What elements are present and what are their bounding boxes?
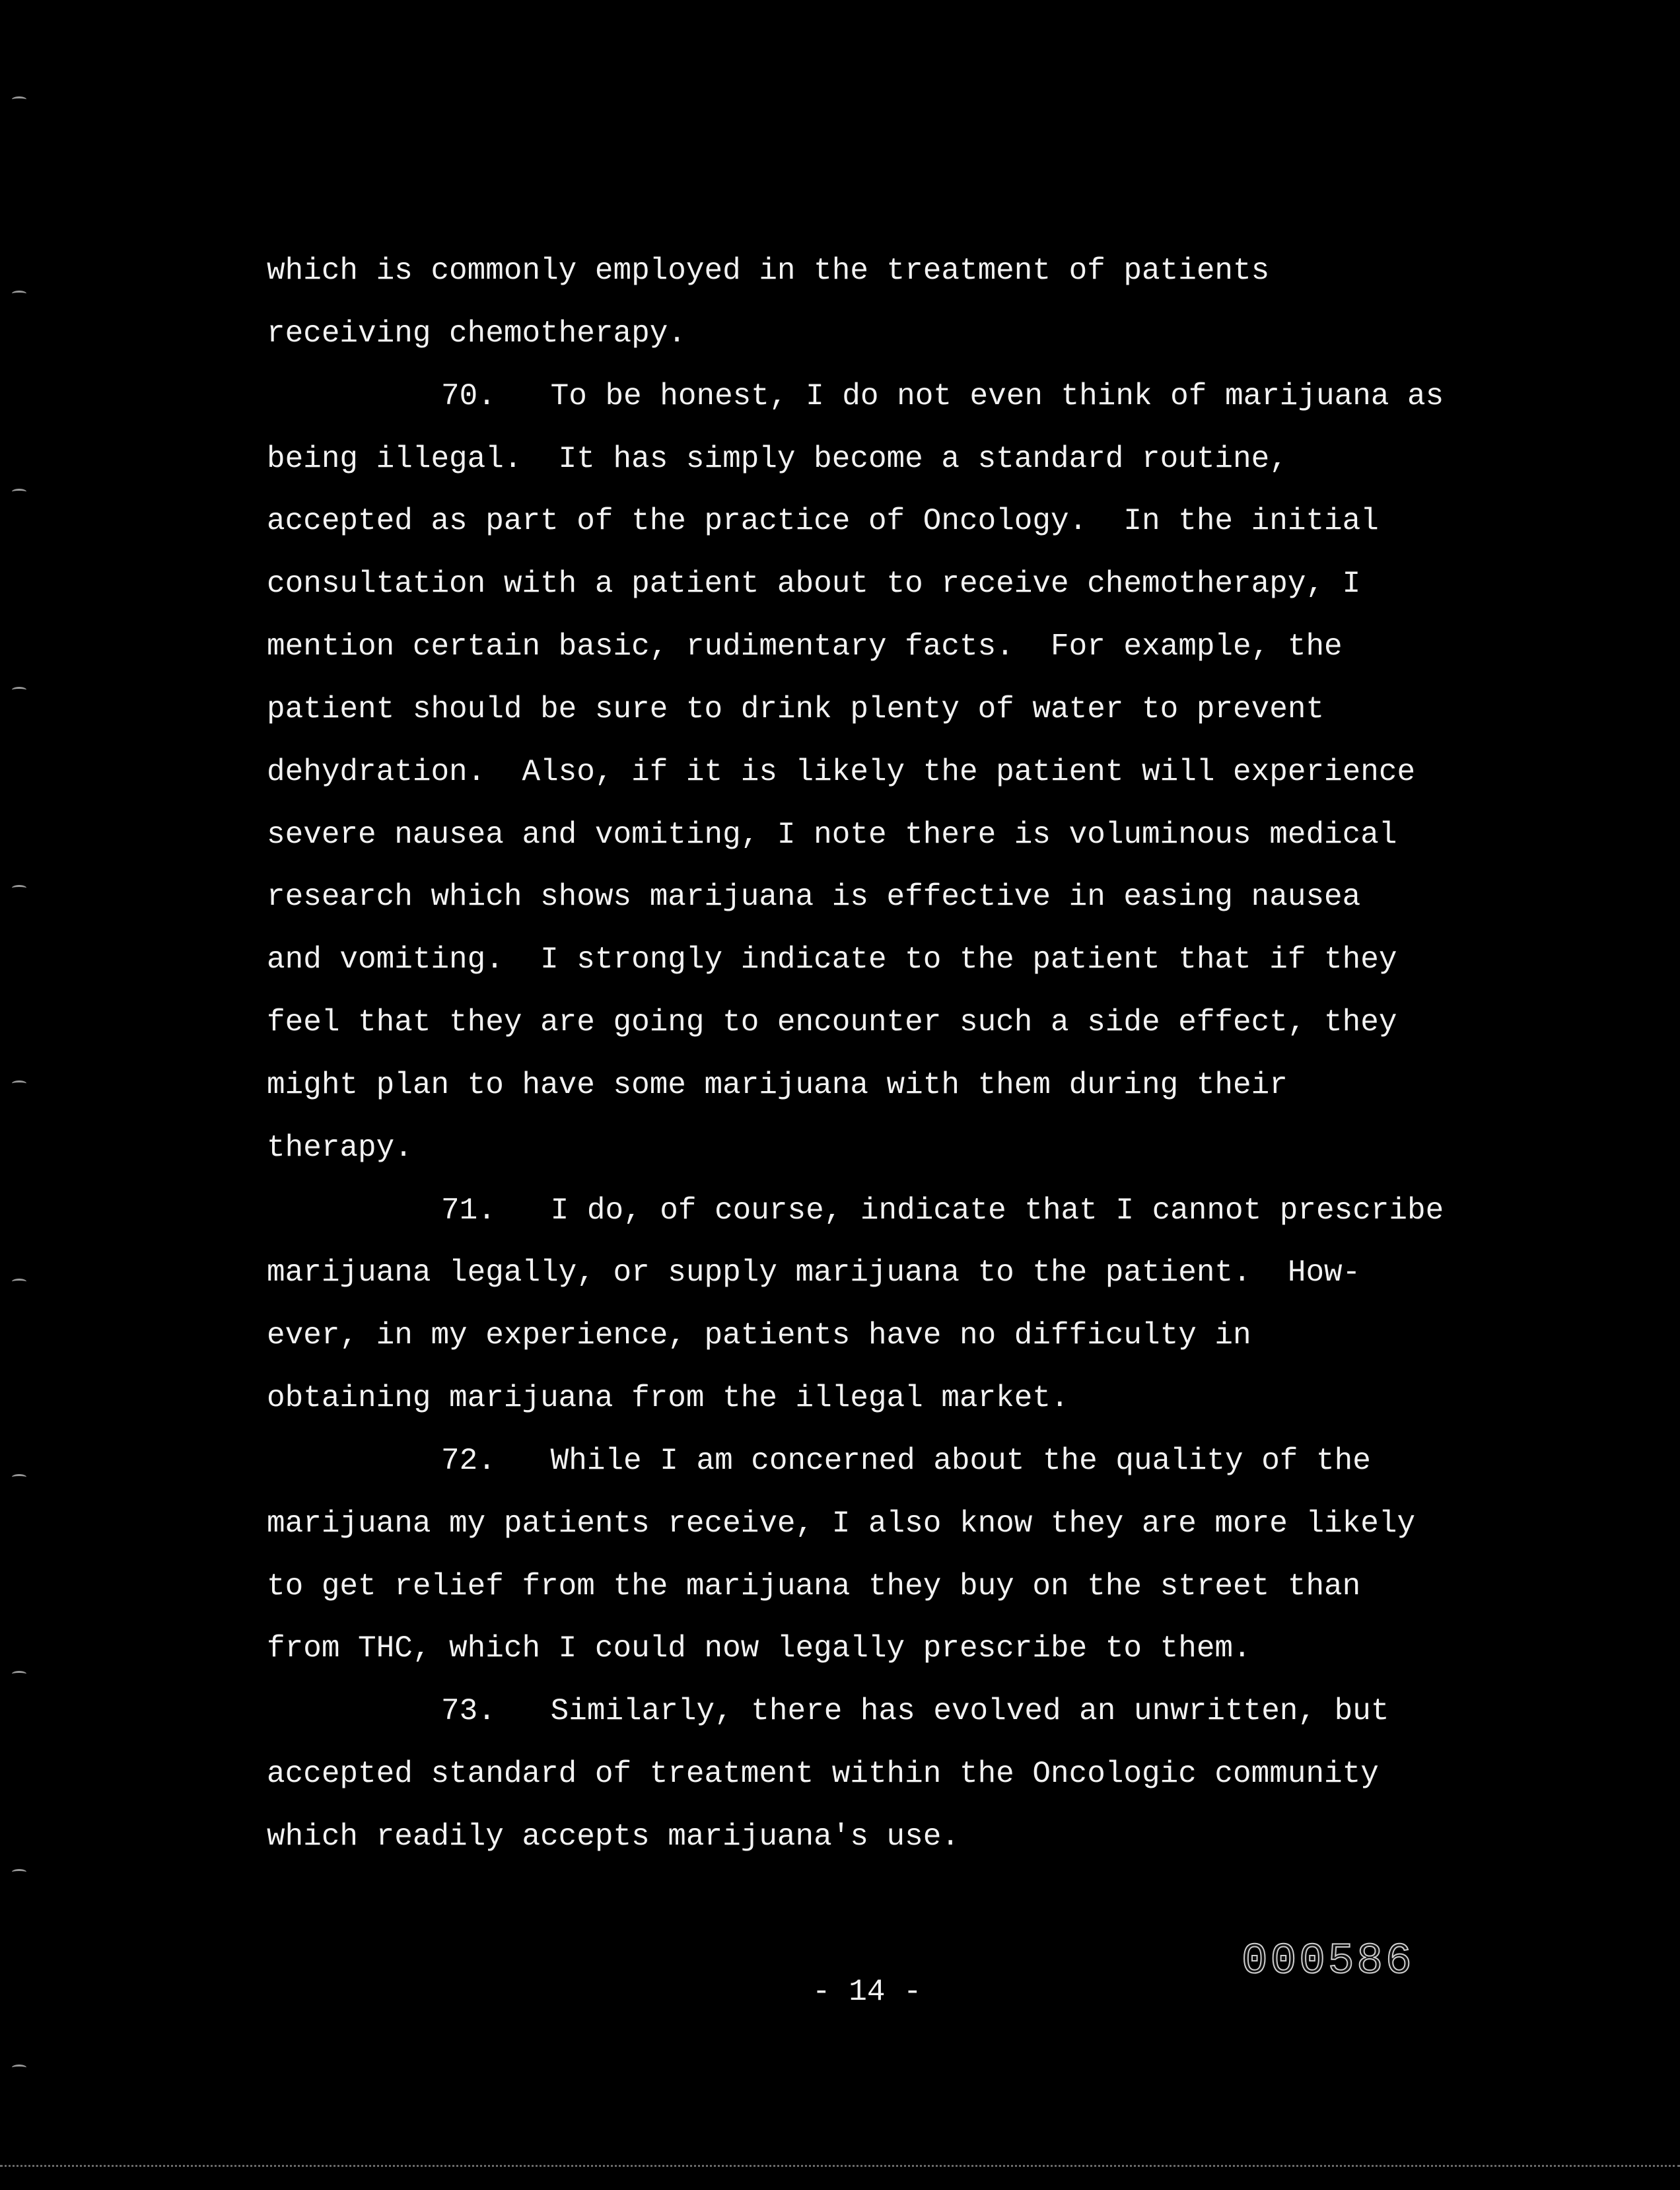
body-line: marijuana legally, or supply marijuana to the patient. How- — [267, 1255, 1361, 1290]
scan-artifact — [12, 885, 26, 891]
body-line: mention certain basic, rudimentary facts. For example, the — [267, 629, 1343, 664]
paragraph-72-start: 72. While I am concerned about the quality of the — [441, 1444, 1371, 1478]
body-line: therapy. — [267, 1131, 413, 1165]
body-line: research which shows marijuana is effective in easing nausea — [267, 880, 1361, 914]
body-line: severe nausea and vomiting, I note there is voluminous medical — [267, 818, 1397, 852]
paragraph-73-start: 73. Similarly, there has evolved an unwritten, but — [441, 1694, 1389, 1728]
body-line: feel that they are going to encounter such a side effect, they — [267, 1005, 1397, 1040]
scan-artifact — [12, 96, 26, 102]
scan-artifact — [12, 687, 26, 693]
body-line: to get relief from the marijuana they buy on the street than — [267, 1569, 1361, 1604]
scan-artifact — [12, 1869, 26, 1875]
paragraph-71-start: 71. I do, of course, indicate that I cannot prescribe — [441, 1193, 1444, 1228]
scan-artifact — [12, 1474, 26, 1480]
bates-stamp: 000586 — [1242, 1936, 1415, 1986]
body-line: which is commonly employed in the treatment of patients — [267, 254, 1270, 288]
body-line: ever, in my experience, patients have no difficulty in — [267, 1318, 1251, 1353]
scan-edge-artifact — [0, 2165, 1680, 2170]
scan-artifact — [12, 489, 26, 495]
body-line: might plan to have some marijuana with them during their — [267, 1068, 1288, 1102]
scan-artifact — [12, 1279, 26, 1285]
scan-artifact — [12, 1080, 26, 1086]
body-line: marijuana my patients receive, I also know they are more likely — [267, 1506, 1416, 1541]
scan-artifact — [12, 1671, 26, 1677]
scan-artifact — [12, 291, 26, 297]
body-line: accepted as part of the practice of Oncology. In the initial — [267, 504, 1379, 538]
body-line: accepted standard of treatment within the Oncologic community — [267, 1757, 1379, 1791]
body-line: which readily accepts marijuana's use. — [267, 1819, 960, 1854]
page-number: - 14 - — [812, 1975, 922, 2009]
body-line: from THC, which I could now legally prescribe to them. — [267, 1631, 1251, 1666]
body-line: being illegal. It has simply become a standard routine, — [267, 442, 1288, 476]
scan-artifact — [12, 2065, 26, 2070]
body-line: and vomiting. I strongly indicate to the patient that if they — [267, 942, 1397, 977]
body-line: patient should be sure to drink plenty of water to prevent — [267, 692, 1325, 726]
body-line: dehydration. Also, if it is likely the patient will experience — [267, 755, 1416, 789]
body-line: obtaining marijuana from the illegal market. — [267, 1381, 1069, 1415]
body-line: receiving chemotherapy. — [267, 316, 686, 351]
paragraph-70-start: 70. To be honest, I do not even think of marijuana as — [441, 379, 1444, 413]
body-line: consultation with a patient about to receive chemotherapy, I — [267, 567, 1361, 601]
